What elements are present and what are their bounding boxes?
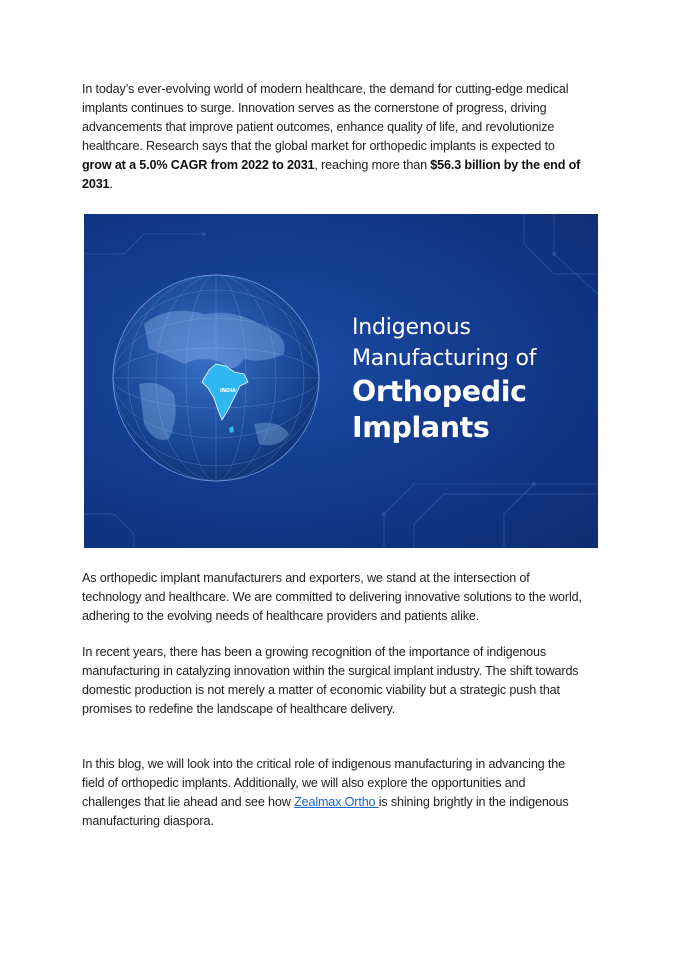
zealmax-ortho-link[interactable]: Zealmax Ortho — [294, 794, 379, 809]
banner-title-line3: Orthopedic — [352, 375, 527, 408]
banner-title-line1: Indigenous — [352, 315, 471, 340]
banner-title — [352, 312, 536, 446]
banner-image — [84, 214, 598, 548]
banner-title-line4: Implants — [352, 411, 490, 444]
blog-intro-paragraph — [82, 755, 587, 831]
intro-paragraph — [82, 80, 587, 193]
blog-intro-text: In this blog, we will look into the critical role of indigenous manufacturing in advancing the field of orthopedic implants. Additionally, we will also explore the opportunities and challenges that lie ahead and see how — [82, 757, 565, 809]
intro-market-size-bold: $56.3 billion by the end of 2031 — [82, 157, 581, 191]
banner-title-line2: Manufacturing of — [352, 346, 537, 371]
blog-intro-text-end: is shining brightly in the indigenous manufacturing diaspora. — [82, 794, 569, 828]
intro-text-2: , reaching more than — [314, 157, 431, 172]
intro-cagr-bold: grow at a 5.0% CAGR from 2022 to 2031 — [82, 157, 315, 172]
intro-text-3: . — [109, 176, 113, 191]
indigenous-paragraph: In recent years, there has been a growing recognition of the importance of indigenous manufacturing in catalyzing innovation within the surgical implant industry. The shift towards domestic production is not merely a matter of economic viability but a strategic push that promises to redefine the landscape of healthcare delivery. — [82, 645, 579, 716]
manufacturers-paragraph: As orthopedic implant manufacturers and exporters, we stand at the intersection of technology and healthcare. We are committed to delivering innovative solutions to the world, adhering to the evolving needs of healthcare providers and patients alike. — [82, 571, 582, 623]
india-map-label: INDIA — [220, 388, 236, 394]
intro-text-1: In today’s ever-evolving world of modern healthcare, the demand for cutting-edge medical implants continues to surge. Innovation serves as the cornerstone of progress, driving advancements that improve patient outcomes, enhance quality of life, and revolutionize healthcare. Research says that the global market for orthopedic implants is expected to — [82, 82, 569, 153]
